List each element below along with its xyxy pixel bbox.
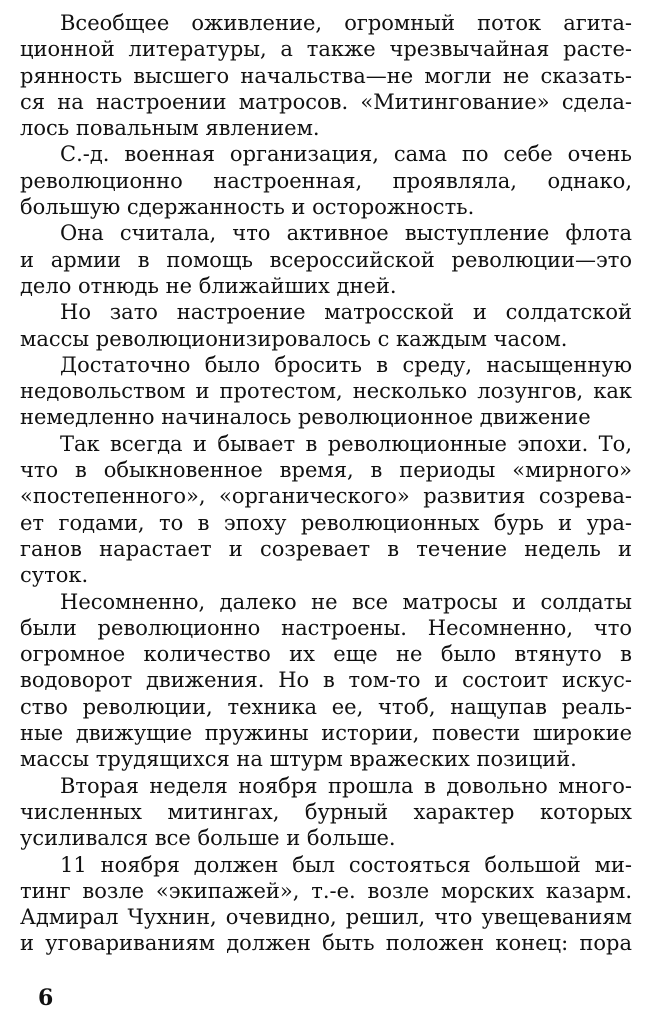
text-line: большую сдержанность и осторожность. [20, 195, 475, 220]
text-line: огромное количество их еще не было втянуто в [20, 642, 632, 667]
text-line: тинг возле «экипажей», т.-е. возле морских казарм. [20, 878, 632, 903]
text-line: рянность высшего начальства—не могли не сказать- [20, 63, 632, 88]
page-body [20, 10, 632, 957]
text-line: суток. [20, 563, 89, 588]
text-line: водоворот движения. Но в том-то и состоит искус- [20, 668, 632, 693]
text-line: численных митингах, бурный характер которых [20, 799, 632, 824]
text-line: ные движущие пружины истории, повести широкие [20, 721, 632, 746]
text-line: ся на настроении матросов. «Митингование» сдела- [20, 89, 632, 114]
text-line: 11 ноября должен был состояться большой ми- [60, 852, 632, 877]
page-number: 6 [38, 985, 54, 1011]
text-line: массы революционизировалось с каждым часом. [20, 326, 568, 351]
text-line: ет годами, то в эпоху революционных бурь и ура- [20, 510, 632, 535]
text-line: Но зато настроение матросской и солдатской [60, 300, 632, 325]
text-line: немедленно начиналось революционное движение [20, 405, 591, 430]
text-line: Несомненно, далеко не все матросы и солдаты [60, 589, 632, 614]
text-line: и армии в помощь всероссийской революции—это [20, 247, 632, 272]
text-line: ство революции, техника ее, чтоб, нащупав реаль- [20, 694, 632, 719]
text-line: ционной литературы, а также чрезвычайная расте- [20, 37, 632, 62]
text-line: Вторая неделя ноября прошла в довольно много- [60, 773, 632, 798]
text-line: дело отнюдь не ближайших дней. [20, 273, 397, 298]
text-line: недовольством и протестом, несколько лозунгов, как [20, 379, 632, 404]
text-line: Так всегда и бывает в революционные эпохи. То, [60, 431, 632, 456]
text-line: что в обыкновенное время, в периоды «мирного» [20, 458, 632, 483]
text-line: революционно настроенная, проявляла, однако, [20, 168, 632, 193]
text-line: были революционно настроены. Несомненно, что [20, 615, 632, 640]
text-line: и уговариваниям должен быть положен конец: пора [20, 931, 632, 956]
text-line: лось повальным явлением. [20, 116, 320, 141]
text-line: Она считала, что активное выступление флота [60, 221, 632, 246]
text-line: усиливался все больше и больше. [20, 826, 396, 851]
text-line: «постепенного», «органического» развития созрева- [20, 484, 632, 509]
text-line: Достаточно было бросить в среду, насыщенную [60, 352, 632, 377]
text-line: ганов нарастает и созревает в течение недель и [20, 536, 632, 561]
text-line: С.-д. военная организация, сама по себе очень [60, 142, 632, 167]
text-line: Всеобщее оживление, огромный поток агита- [60, 11, 632, 35]
text-line: массы трудящихся на штурм вражеских позиций. [20, 747, 577, 772]
text-line: Адмирал Чухнин, очевидно, решил, что увещеваниям [20, 905, 632, 930]
